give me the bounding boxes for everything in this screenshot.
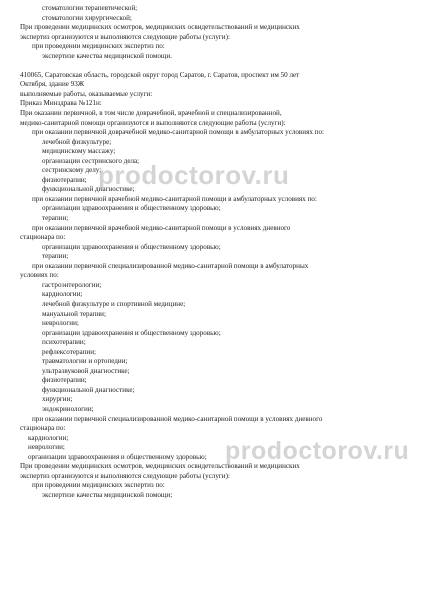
text-line: хирургии; <box>42 395 73 404</box>
text-line: экспертиз организуются и выполняются следующие работы (услуги): <box>20 32 230 41</box>
text-line: лечебной физкультуре; <box>42 137 112 146</box>
text-line: При оказании первичной, в том числе доврачебной, врачебной и специализированной, <box>20 109 282 118</box>
text-line: гастроэнтерологии; <box>42 280 102 289</box>
text-line: стационара по: <box>20 233 66 242</box>
text-line: при оказании первичной врачебной медико-санитарной помощи в амбулаторных условиях по: <box>32 194 317 203</box>
watermark-top: prodoctorov.ru <box>98 160 290 190</box>
text-line: неврологии; <box>42 319 79 328</box>
text-line: терапии; <box>42 214 69 223</box>
text-line: медико-санитарной помощи организуются и выполняются следующие работы (услуги): <box>20 118 286 127</box>
text-line: травматологии и ортопедии; <box>42 357 128 366</box>
text-line: 410065, Саратовская область, городской округ город Саратов, г. Саратов, проспект им 50 лет <box>20 70 300 79</box>
text-line: организации здравоохранения и общественному здоровью; <box>42 328 221 337</box>
text-line: при оказании первичной врачебной медико-санитарной помощи в условиях дневного <box>32 223 291 232</box>
text-line: функциональной диагностике; <box>42 185 135 194</box>
text-line: При проведении медицинских осмотров, медицинских освидетельствований и медицинских <box>20 462 300 471</box>
text-line: Приказ Минздрава №121н: <box>20 99 102 108</box>
text-line: экспертизе качества медицинской помощи; <box>42 490 173 499</box>
text-line: физиотерапии; <box>42 376 87 385</box>
text-line: при проведении медицинских экспертиз по: <box>32 42 165 51</box>
text-line: рефлексотерапии; <box>42 347 96 356</box>
blank-line <box>20 61 394 71</box>
text-line: терапии; <box>42 252 69 261</box>
text-line: стационара по: <box>20 424 66 433</box>
text-line: кардиологии; <box>28 433 69 442</box>
text-line: при оказании первичной специализированной медико-санитарной помощи в условиях дневного <box>32 414 323 423</box>
text-line: психотерапии; <box>42 338 86 347</box>
text-line: неврологии; <box>28 443 65 452</box>
text-line: условиях по: <box>20 271 59 280</box>
text-line: физиотерапии; <box>42 175 87 184</box>
text-line: медицинскому массажу; <box>42 147 116 156</box>
text-line: мануальной терапии; <box>42 309 106 318</box>
text-line: организации здравоохранения и общественному здоровью; <box>42 204 221 213</box>
text-line: при оказании первичной доврачебной медико-санитарной помощи в амбулаторных условиях по: <box>32 128 324 137</box>
text-line: сестринскому делу; <box>42 166 102 175</box>
text-line: при проведении медицинских экспертиз по: <box>32 481 165 490</box>
text-line: организации здравоохранения и общественному здоровью; <box>42 242 221 251</box>
text-line: эндокринологии; <box>42 404 94 413</box>
text-line: Октября, здание 93Ж <box>20 80 85 89</box>
text-line: экспертизе качества медицинской помощи. <box>42 51 172 60</box>
text-line: экспертиз организуются и выполняются следующие работы (услуги): <box>20 471 230 480</box>
text-line: организации здравоохранения и общественному здоровью; <box>28 452 207 461</box>
text-line: выполняемые работы, оказываемые услуги: <box>20 89 153 98</box>
text-line: стоматологии хирургической; <box>42 13 132 22</box>
text-line: При проведении медицинских осмотров, медицинских освидетельствований и медицинских <box>20 23 300 32</box>
text-line: стоматологии терапевтической; <box>42 4 138 12</box>
text-line: организации сестринского дела; <box>42 156 140 165</box>
text-line: при оказании первичной специализированной медико-санитарной помощи в амбулаторных <box>32 261 309 270</box>
text-line: ультразвуковой диагностике; <box>42 366 130 375</box>
text-line: лечебной физкультуре и спортивной медицине; <box>42 299 186 308</box>
text-line: кардиологии; <box>42 290 83 299</box>
text-line: функциональной диагностике; <box>42 385 135 394</box>
watermark-bottom: prodoctorov.ru <box>225 437 410 465</box>
